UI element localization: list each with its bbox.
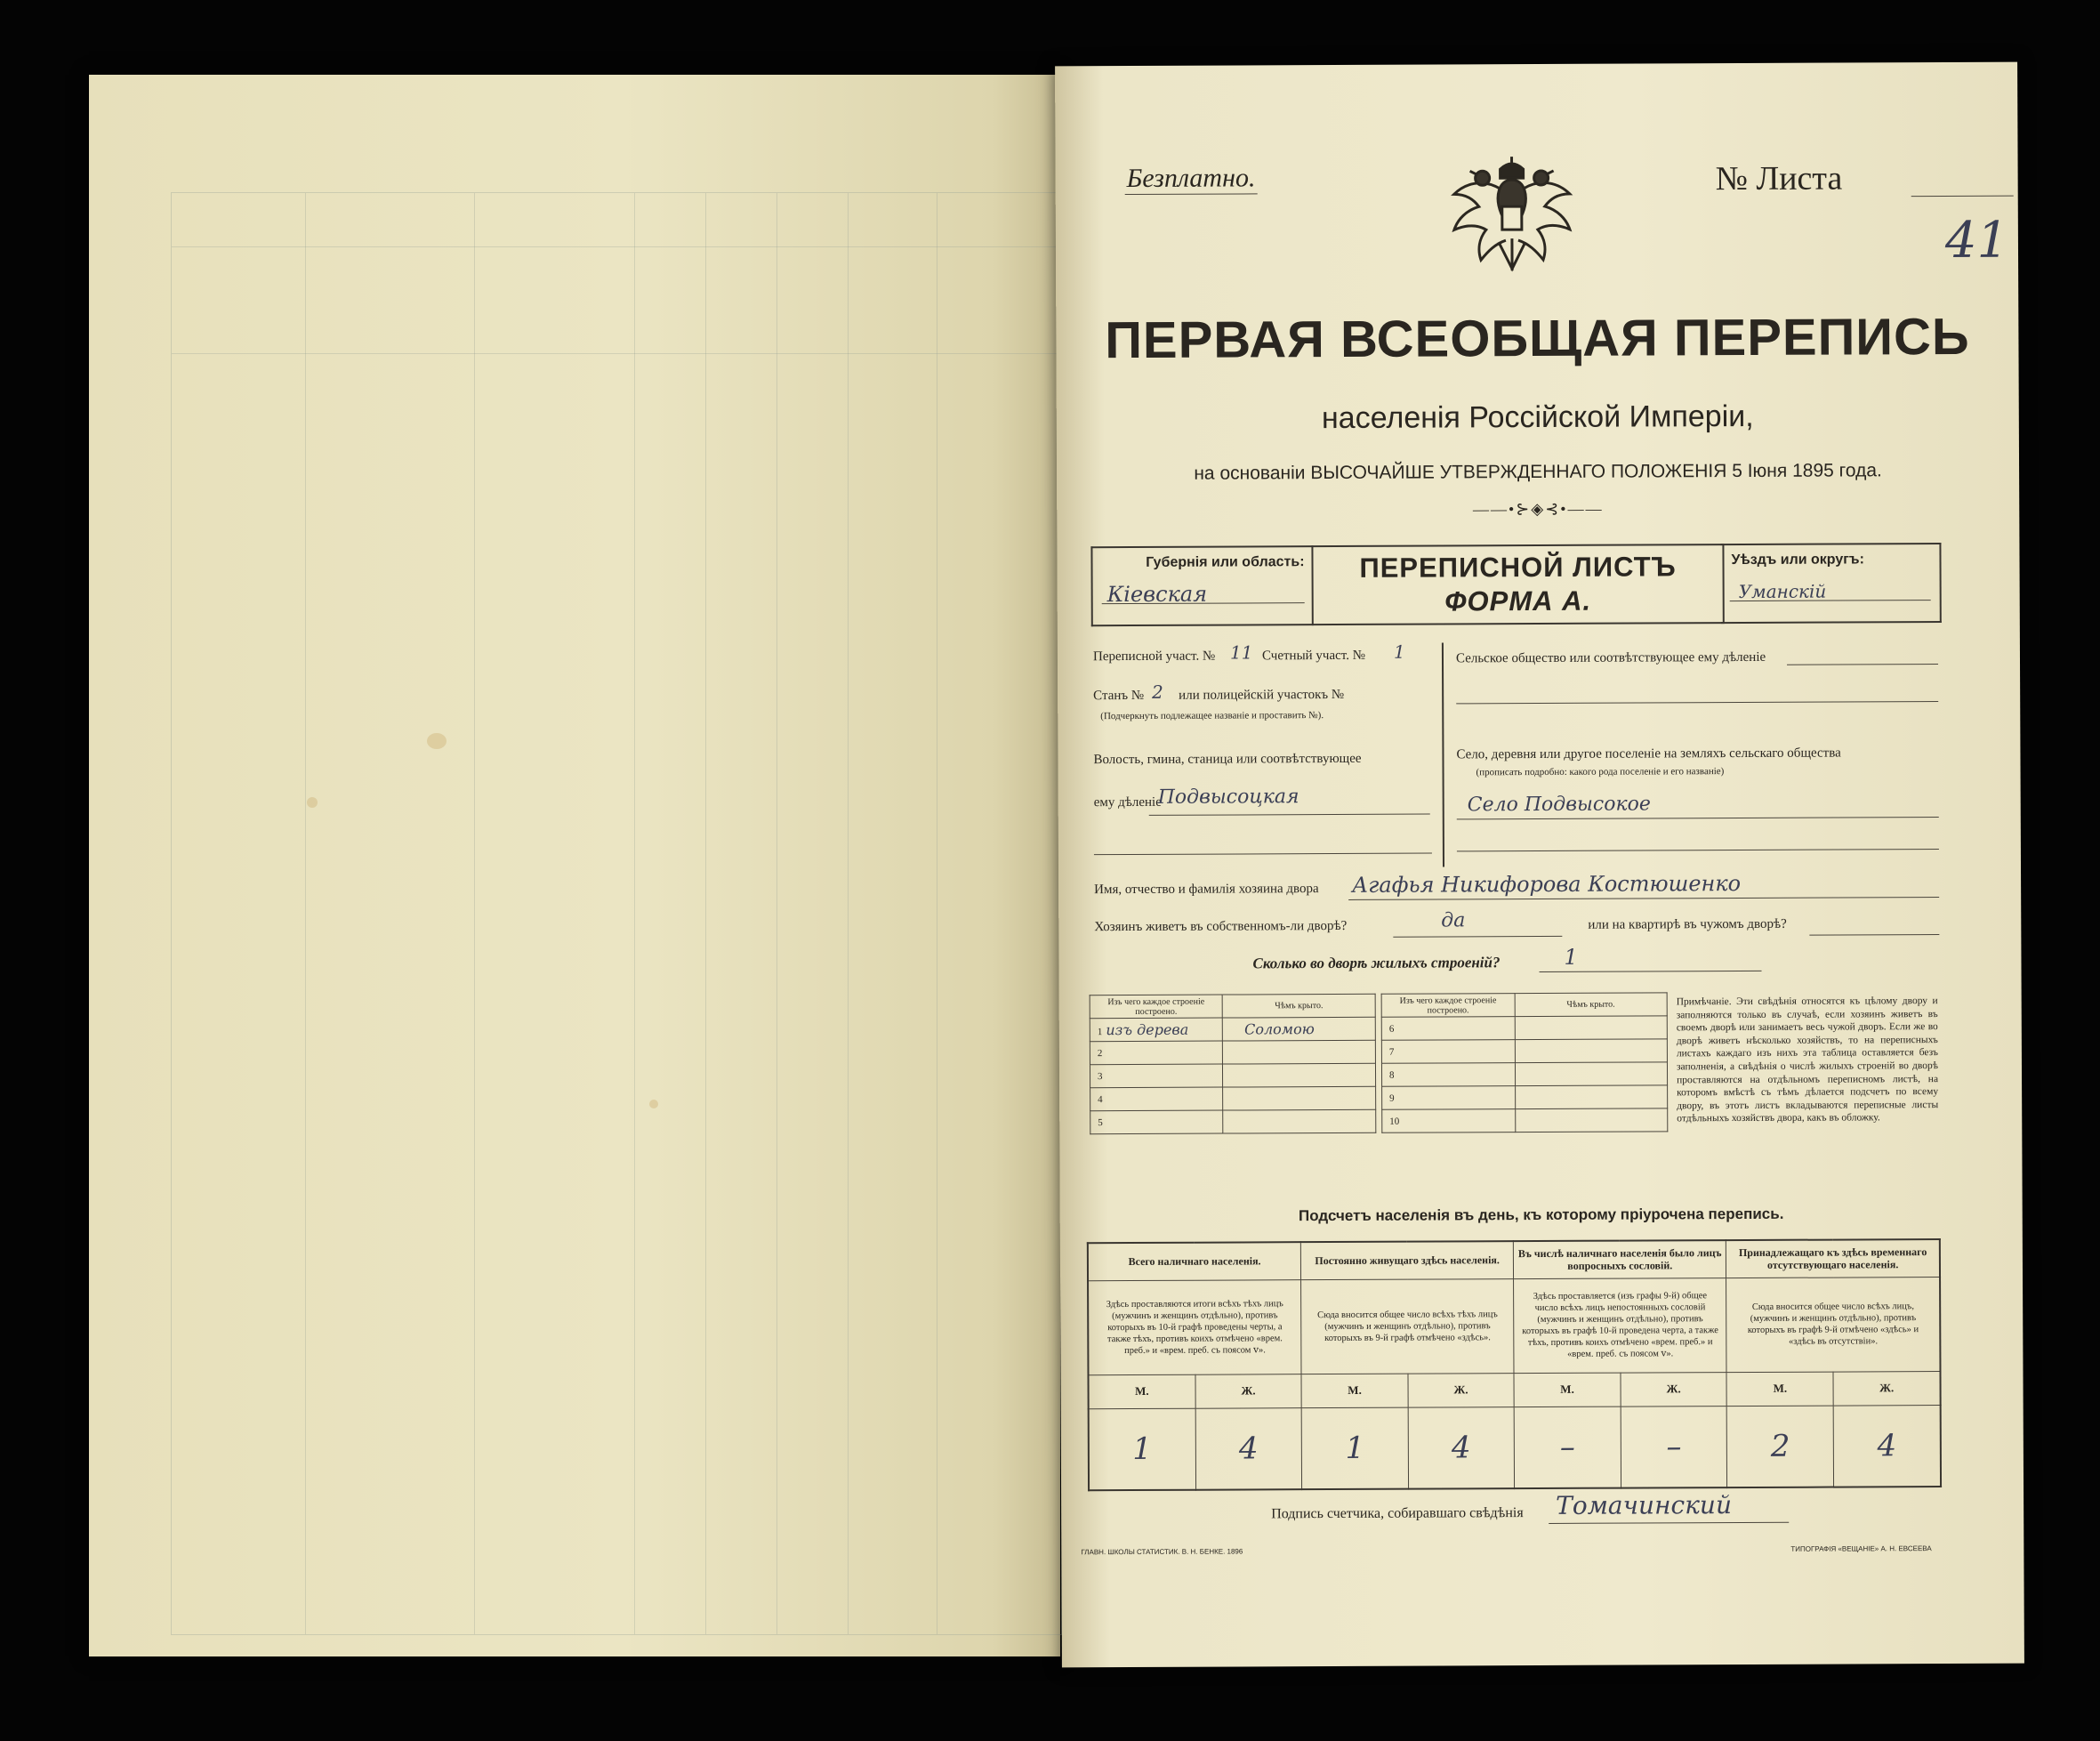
left-imprint: ГЛАВН. ШКОЛЫ СТАТИСТИК. В. Н. БЕНКЕ. 1896	[1081, 1547, 1243, 1557]
buildings-label: Сколько во дворѣ жилыхъ строеній?	[1252, 954, 1501, 972]
society-label: Сельское общество или соотвѣтствующее ему дѣленіе	[1455, 649, 1766, 666]
building-row: 7	[1381, 1039, 1667, 1063]
owner-lives-label: Хозяинъ живетъ въ собственномъ-ли дворѣ?	[1094, 918, 1348, 935]
stain	[307, 797, 318, 808]
details-divider	[1442, 642, 1444, 866]
village-note: (прописать подробно: какого рода поселеніе и его названіе)	[1476, 766, 1725, 778]
material-header: Изъ чего каждое строеніе построено.	[1381, 994, 1515, 1018]
district-box	[1720, 543, 1941, 624]
ornament-divider: ——•⊱◈⊰•——	[1472, 499, 1604, 519]
volost-label-2: ему дѣленіе	[1093, 794, 1162, 810]
census-form-page	[1055, 62, 2024, 1668]
material-header: Изъ чего каждое строеніе построено.	[1090, 995, 1222, 1019]
group-desc: Сюда вносится общее число всѣхъ лицъ, (мужчинъ и женщинъ отдѣльно), противъ которыхъ въ графѣ 9-й отмѣчено «здѣсь» и «здѣсь въ отсутствіи».	[1726, 1277, 1941, 1372]
census-section-value: 11	[1229, 641, 1253, 664]
buildings-note: Примѣчаніе. Эти свѣдѣнія относятся къ цѣлому двору и заполняются только въ случаѣ, если хозяинъ живетъ въ своемъ дворѣ или занимаетъ весь чужой дворъ. Если же во дворѣ живетъ нѣсколько хозяйствъ, то на переписныхъ листахъ каждаго изъ нихъ эта таблица оставляется безъ заполненія, а свѣдѣнія о числѣ жилыхъ строеній во дворѣ проставляются на отдѣльномъ переписномъ листѣ, на которомъ вмѣстѣ съ тѣмъ дѣлается подсчетъ по всему двору, въ этотъ листъ вкладываются переписные листы отдѣльныхъ хозяйствъ двора, какъ въ обложку.	[1676, 995, 1939, 1124]
male-label: М.	[1088, 1374, 1195, 1409]
group-desc: Здѣсь проставляются итоги всѣхъ тѣхъ лицъ (мужчинъ и женщинъ отдѣльно), противъ которыхъ въ 10-й графѣ проведены черты, а также тѣхъ, противъ коихъ отмѣчено «врем. преб.» и «врем. преб. съ поясом ⅴ».	[1088, 1279, 1301, 1374]
count-value: 1	[1089, 1408, 1196, 1491]
building-row: 9	[1382, 1085, 1668, 1109]
signature-value: Томачинский	[1556, 1490, 1733, 1520]
building-row: 5	[1090, 1109, 1376, 1133]
group-head: Принадлежащаго къ здѣсь временнаго отсутствующаго населенія.	[1726, 1239, 1940, 1278]
counting-section-label: Счетный участ. №	[1261, 648, 1366, 664]
buildings-value: 1	[1564, 944, 1578, 970]
female-label: Ж.	[1621, 1372, 1727, 1407]
double-headed-eagle-emblem	[1445, 153, 1580, 287]
stain	[427, 733, 447, 749]
sheet-title-box	[1311, 544, 1724, 625]
sheet-title-line-1: ПЕРЕПИСНОЙ ЛИСТЪ	[1359, 551, 1677, 584]
sheet-number-label: № Листа	[1715, 159, 1843, 198]
sheet-number-handwritten: 41	[1944, 211, 2009, 270]
district-value: Уманскій	[1738, 580, 1827, 603]
province-value: Кіевская	[1106, 581, 1208, 608]
count-value: 4	[1195, 1407, 1302, 1490]
stain	[649, 1100, 658, 1108]
owner-label: Имя, отчество и фамилія хозяина двора	[1094, 882, 1319, 898]
free-label: Безплатно.	[1125, 163, 1258, 195]
male-label: М.	[1301, 1374, 1408, 1408]
stan-label: Станъ №	[1093, 688, 1145, 704]
count-value: 2	[1727, 1406, 1834, 1488]
count-value: 1	[1301, 1407, 1408, 1490]
count-value: 4	[1833, 1405, 1941, 1487]
count-value: –	[1514, 1407, 1621, 1489]
police-section-label: или полицейскій участокъ №	[1179, 687, 1345, 703]
building-row: 10	[1382, 1108, 1668, 1132]
stan-note: (Подчеркнуть подлежащее названіе и проставить №).	[1100, 710, 1324, 722]
form-basis-line: на основаніи ВЫСОЧАЙШЕ УТВЕРЖДЕННАГО ПОЛОЖЕНІЯ 5 Іюня 1895 года.	[1194, 460, 1882, 484]
group-head: Всего наличнаго населенія.	[1088, 1242, 1301, 1280]
female-label: Ж.	[1408, 1373, 1515, 1407]
sheet-title-line-2: ФОРМА А.	[1444, 584, 1592, 617]
owner-lives-value: да	[1441, 909, 1466, 932]
count-value: 4	[1408, 1407, 1515, 1489]
form-subtitle: населенія Россійской Имперіи,	[1321, 399, 1754, 436]
left-page	[89, 75, 1060, 1656]
building-row: 4	[1090, 1086, 1376, 1110]
roof-header: Чѣмъ крыто.	[1515, 993, 1667, 1017]
census-section-label: Переписной участ. №	[1092, 649, 1216, 665]
district-label: Уѣздъ или округъ:	[1731, 552, 1864, 568]
sheet-number-line	[1911, 196, 2014, 197]
building-row: 2	[1090, 1040, 1375, 1064]
building-row: 6	[1381, 1016, 1667, 1040]
signature-label: Подпись счетчика, собиравшаго свѣдѣнія	[1271, 1505, 1524, 1522]
volost-value: Подвысоцкая	[1157, 786, 1299, 809]
male-label: М.	[1726, 1372, 1833, 1407]
buildings-table-left	[1090, 994, 1377, 1134]
population-heading: Подсчетъ населенія въ день, къ которому пріурочена перепись.	[1298, 1205, 1784, 1225]
province-box	[1090, 545, 1313, 626]
stan-value: 2	[1152, 681, 1163, 703]
village-label: Село, деревня или другое поселеніе на земляхъ сельскаго общества	[1456, 746, 1841, 762]
group-head: Постоянно живущаго здѣсь населенія.	[1301, 1241, 1514, 1279]
group-desc: Сюда вносится общее число всѣхъ тѣхъ лицъ (мужчинъ и женщинъ отдѣльно), противъ которыхъ въ 9-й графѣ отмѣчено «здѣсь».	[1301, 1278, 1514, 1374]
province-label: Губернія или область:	[1146, 554, 1305, 570]
counting-section-value: 1	[1393, 641, 1405, 663]
village-value: Село Подвысокое	[1467, 793, 1651, 817]
building-row: 8	[1381, 1062, 1667, 1086]
volost-label: Волость, гмина, станица или соотвѣтствующее	[1093, 751, 1362, 768]
owner-value: Агафья Никифорова Костюшенко	[1352, 871, 1742, 898]
roof-header: Чѣмъ крыто.	[1222, 994, 1375, 1018]
buildings-table-right	[1381, 992, 1669, 1132]
female-label: Ж.	[1833, 1371, 1940, 1406]
female-label: Ж.	[1195, 1374, 1302, 1408]
building-row: 1 изъ дерева Соломою	[1090, 1017, 1375, 1041]
group-desc: Здѣсь проставляется (изъ графы 9-й) общее число всѣхъ лицъ непостоянныхъ сословій (мужчинъ и женщинъ отдѣльно), противъ которыхъ въ графѣ 10-й проведена черта, а также тѣхъ, противъ коихъ отмѣчено «врем. преб.» и «врем. преб. съ поясом ⅴ».	[1514, 1278, 1727, 1373]
show-through-grid	[171, 192, 1062, 1635]
count-value: –	[1621, 1406, 1727, 1488]
apartment-label: или на квартирѣ въ чужомъ дворѣ?	[1588, 916, 1787, 932]
form-title: ПЕРВАЯ ВСЕОБЩАЯ ПЕРЕПИСЬ	[1105, 307, 1970, 370]
population-table	[1087, 1238, 1942, 1491]
group-head: Въ числѣ наличнаго населенія было лицъ вопросныхъ сословій.	[1514, 1240, 1726, 1278]
building-row: 3	[1090, 1063, 1375, 1087]
male-label: М.	[1514, 1373, 1621, 1407]
right-imprint: ТИПОГРАФІЯ «ВЕЩАНІЕ» А. Н. ЕВСЕЕВА	[1790, 1544, 1932, 1553]
